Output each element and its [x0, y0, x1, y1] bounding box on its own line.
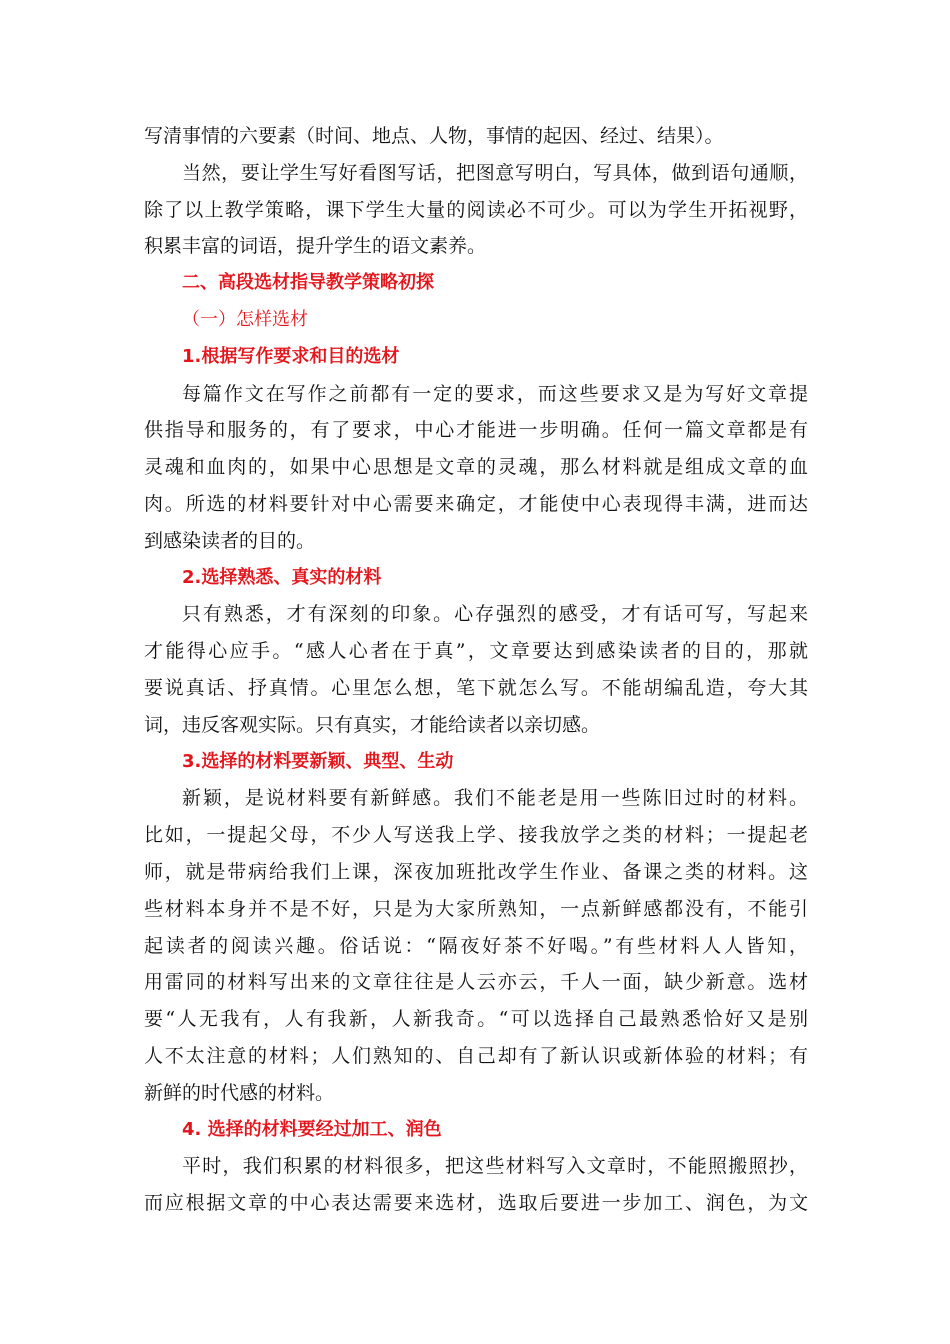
numbered-heading: 1.根据写作要求和目的选材 [182, 345, 400, 367]
body-text-line: 起读者的阅读兴趣。俗话说：“隔夜好茶不好喝。”有些材料人人皆知， [144, 934, 808, 957]
body-text-line: 新鲜的时代感的材料。 [144, 1081, 335, 1104]
document-body [144, 118, 808, 1222]
body-text-line: 平时，我们积累的材料很多，把这些材料写入文章时，不能照搬照抄， [182, 1155, 808, 1178]
body-text-line: 词，违反客观实际。只有真实，才能给读者以亲切感。 [144, 713, 601, 736]
body-text-line: 肉。所选的材料要针对中心需要来确定，才能使中心表现得丰满，进而达 [144, 492, 808, 515]
body-text-line: 人不太注意的材料；人们熟知的、自己却有了新认识或新体验的材料；有 [144, 1044, 808, 1067]
numbered-heading: 2.选择熟悉、真实的材料 [182, 566, 382, 588]
body-text-line: 当然，要让学生写好看图写话，把图意写明白，写具体，做到语句通顺， [182, 161, 808, 184]
body-text-line: 要说真话、抒真情。心里怎么想，笔下就怎么写。不能胡编乱造，夸大其 [144, 676, 808, 699]
body-text-line: 灵魂和血肉的，如果中心思想是文章的灵魂，那么材料就是组成文章的血 [144, 456, 808, 479]
body-text-line: 到感染读者的目的。 [144, 529, 316, 552]
numbered-heading: 3.选择的材料要新颖、典型、生动 [182, 750, 454, 772]
body-text-line: 每篇作文在写作之前都有一定的要求，而这些要求又是为写好文章提 [182, 382, 808, 405]
body-text-line: 而应根据文章的中心表达需要来选材，选取后要进一步加工、润色，为文 [144, 1192, 808, 1215]
body-text-line: 师，就是带病给我们上课，深夜加班批改学生作业、备课之类的材料。这 [144, 860, 808, 883]
body-text-line: 才能得心应手。“感人心者在于真”，文章要达到感染读者的目的，那就 [144, 640, 808, 663]
body-text-line: 供指导和服务的，有了要求，中心才能进一步明确。任何一篇文章都是有 [144, 419, 808, 442]
body-text-line: 只有熟悉，才有深刻的印象。心存强烈的感受，才有话可写，写起来 [182, 603, 808, 626]
body-text-line: 些材料本身并不是不好，只是为大家所熟知，一点新鲜感都没有，不能引 [144, 897, 808, 920]
subsection-heading: （一）怎样选材 [182, 308, 308, 330]
section-heading: 二、高段选材指导教学策略初探 [182, 272, 434, 294]
body-text-line: 新颖，是说材料要有新鲜感。我们不能老是用一些陈旧过时的材料。 [182, 787, 808, 810]
body-text-line: 写清事情的六要素（时间、地点、人物，事情的起因、经过、结果）。 [144, 125, 724, 147]
body-text-line: 要“人无我有，人有我新，人新我奇。“可以选择自己最熟悉恰好又是别 [144, 1008, 808, 1031]
body-text-line: 比如，一提起父母，不少人写送我上学、接我放学之类的材料；一提起老 [144, 824, 808, 847]
body-text-line: 积累丰富的词语，提升学生的语文素养。 [144, 235, 487, 258]
numbered-heading: 4. 选择的材料要经过加工、润色 [182, 1118, 442, 1140]
body-text-line: 用雷同的材料写出来的文章往往是人云亦云，千人一面，缺少新意。选材 [144, 971, 808, 994]
body-text-line: 除了以上教学策略，课下学生大量的阅读必不可少。可以为学生开拓视野， [144, 198, 808, 221]
